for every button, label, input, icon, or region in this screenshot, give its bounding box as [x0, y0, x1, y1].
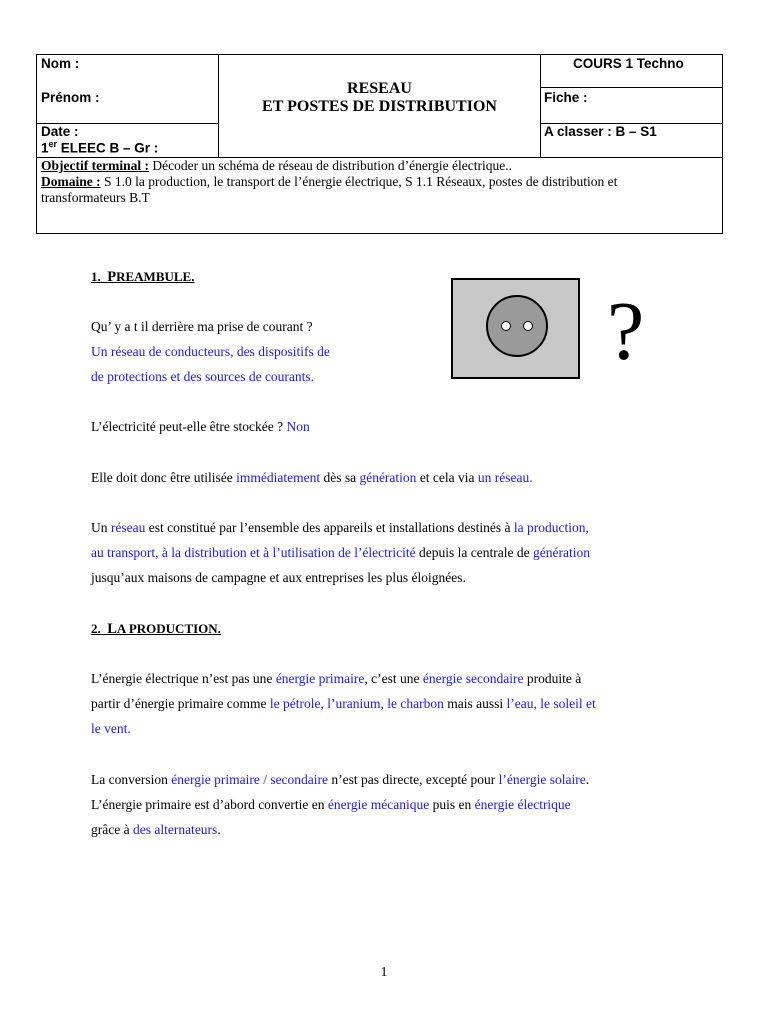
domaine-line — [41, 174, 721, 190]
class-rest: ELEEC B – Gr : — [57, 140, 159, 156]
section-2-title: A PRODUCTION. — [116, 621, 221, 636]
socket-hole — [501, 321, 511, 331]
socket-hole — [523, 321, 533, 331]
text-run: et cela via — [416, 470, 478, 485]
title-line-1: RESEAU — [347, 80, 412, 97]
section-2-heading — [91, 616, 221, 642]
cours-label: COURS 1 Techno — [573, 56, 684, 71]
highlight-run: la production, — [513, 520, 589, 535]
domaine-label: Domaine : — [41, 174, 101, 189]
text-line — [91, 540, 590, 565]
objectif-line — [41, 158, 721, 174]
text-run: est constitué par l’ensemble des appareils et installations destinés à — [145, 520, 514, 535]
highlight-run: réseau — [110, 520, 146, 535]
class-sup: er — [48, 139, 58, 149]
section-1-initial: P — [107, 269, 117, 285]
document-title — [218, 80, 541, 116]
text-run: . — [585, 772, 590, 787]
class-prefix: 1 — [41, 140, 49, 156]
highlight-run: énergie électrique — [474, 797, 571, 812]
prenom-label: Prénom : — [41, 90, 100, 105]
text-line — [91, 817, 589, 842]
text-line — [91, 691, 596, 716]
divider — [540, 87, 722, 88]
text-line — [91, 515, 590, 540]
text-run: L’énergie électrique n’est pas une — [91, 671, 276, 686]
text-run: grâce à — [91, 822, 133, 837]
title-line-2: ET POSTES DE DISTRIBUTION — [262, 98, 497, 115]
storage-question: L’électricité peut-elle être stockée ? — [91, 419, 287, 434]
highlight-run: l’énergie solaire — [498, 772, 586, 787]
class-label — [41, 139, 158, 156]
highlight-run: énergie mécanique — [327, 797, 430, 812]
section-1-heading — [91, 264, 194, 290]
highlight-run: un réseau. — [477, 470, 533, 485]
highlight-run: l’eau, le soleil et — [506, 696, 596, 711]
section-1-title: REAMBULE. — [116, 269, 195, 284]
text-line: jusqu’aux maisons de campagne et aux entreprises les plus éloignées. — [91, 570, 466, 585]
highlight-run: immédiatement — [236, 470, 321, 485]
date-label: Date : — [41, 124, 79, 139]
text-run: La conversion — [91, 772, 172, 787]
page-number: 1 — [380, 964, 388, 979]
text-run: n’est pas directe, excepté pour — [328, 772, 499, 787]
text-line — [91, 792, 589, 817]
section-1-number: 1. — [91, 269, 101, 284]
section-2-initial: L — [107, 621, 117, 637]
objectives-block — [41, 158, 721, 206]
paragraph-conversion — [91, 767, 589, 842]
text-run: puis en — [429, 797, 475, 812]
section-2-number: 2. — [91, 621, 101, 636]
storage-answer: Non — [286, 419, 310, 434]
highlight-run: énergie primaire — [275, 671, 365, 686]
domaine-line-2: transformateurs B.T — [41, 190, 150, 205]
text-line: le vent. — [91, 721, 131, 736]
answer-line-2: de protections et des sources de courants. — [91, 369, 315, 384]
nom-label: Nom : — [41, 56, 80, 71]
paragraph-question — [91, 314, 330, 389]
highlight-run: des alternateurs — [132, 822, 218, 837]
text-line — [91, 666, 596, 691]
highlight-run: énergie secondaire — [422, 671, 524, 686]
text-run: mais aussi — [443, 696, 507, 711]
text-run: , c’est une — [364, 671, 423, 686]
answer-line-1: Un réseau de conducteurs, des dispositifs de — [91, 344, 330, 359]
text-run: produite à — [523, 671, 582, 686]
text-run: depuis la centrale de — [415, 545, 533, 560]
highlight-run: le pétrole, l’uranium, le charbon — [269, 696, 444, 711]
text-run: dès sa — [320, 470, 360, 485]
paragraph-immediate — [91, 465, 533, 490]
objectif-label: Objectif terminal : — [41, 158, 149, 173]
header-table — [36, 54, 723, 234]
power-socket-icon — [451, 278, 580, 379]
domaine-text-1: S 1.0 la production, le transport de l’énergie électrique, S 1.1 Réseaux, postes de distribution et — [100, 174, 618, 189]
paragraph-network — [91, 515, 590, 590]
objectif-text: Décoder un schéma de réseau de distribution d’énergie électrique.. — [148, 158, 512, 173]
text-run: Un — [91, 520, 111, 535]
text-run: partir d’énergie primaire comme — [91, 696, 270, 711]
question-mark: ? — [607, 285, 645, 378]
text-run: Elle doit donc être utilisée — [91, 470, 237, 485]
paragraph-primary-energy — [91, 666, 596, 741]
fiche-label: Fiche : — [544, 90, 588, 105]
question-text: Qu’ y a t il derrière ma prise de courant ? — [91, 319, 313, 334]
text-run: . — [217, 822, 221, 837]
classer-label: A classer : B – S1 — [544, 124, 657, 139]
highlight-run: génération — [532, 545, 590, 560]
text-line — [91, 767, 589, 792]
paragraph-storage — [91, 414, 310, 439]
highlight-run: énergie primaire / secondaire — [171, 772, 329, 787]
highlight-run: au transport, à la distribution et à l’utilisation de l’électricité — [91, 545, 416, 560]
socket-face — [486, 295, 548, 357]
text-run: L’énergie primaire est d’abord convertie en — [91, 797, 328, 812]
highlight-run: génération — [359, 470, 417, 485]
